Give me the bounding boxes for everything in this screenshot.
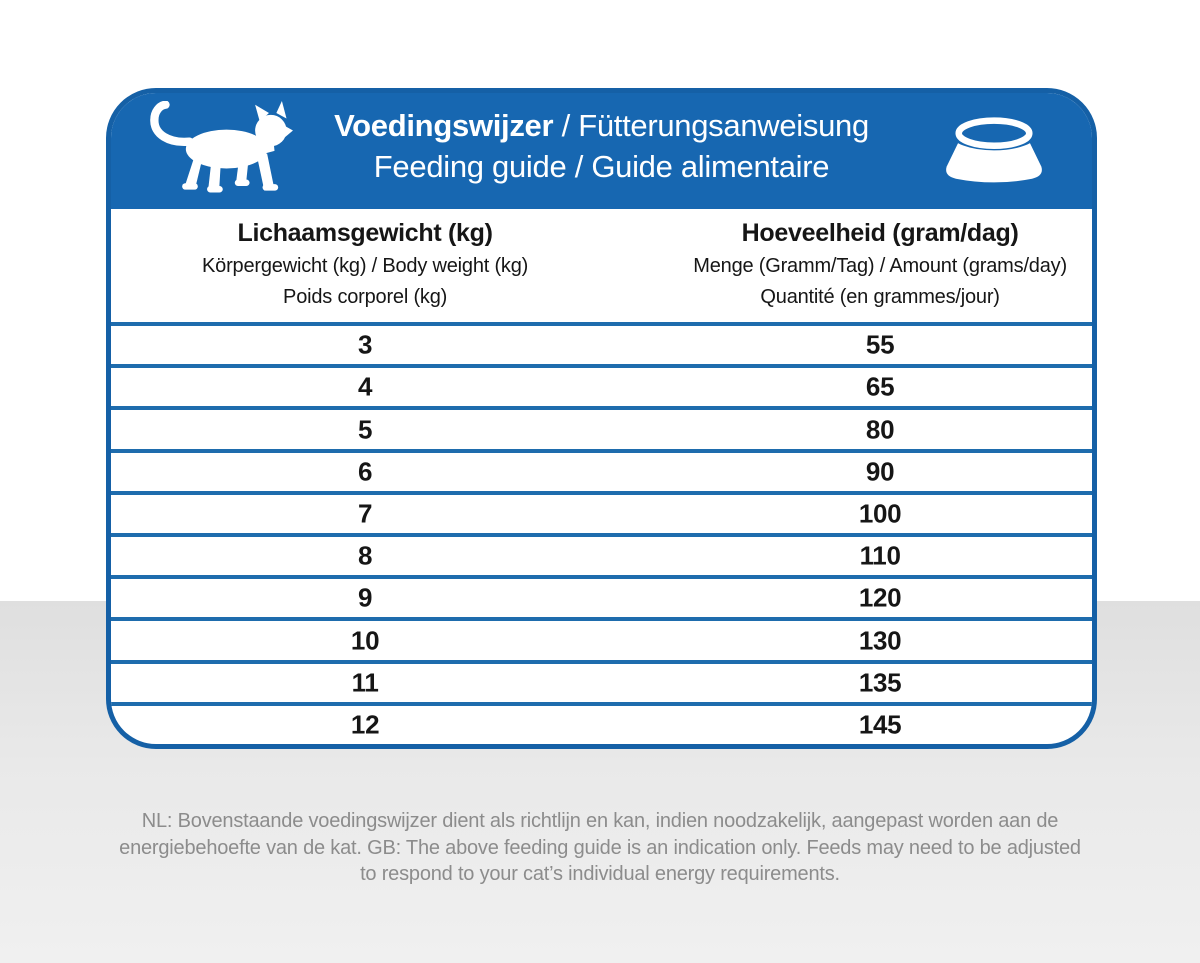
header-title-rest: / Fütterungsanweisung <box>553 108 869 143</box>
weight-column-sub1: Körpergewicht (kg) / Body weight (kg) <box>202 255 529 277</box>
table-row <box>111 364 1092 406</box>
weight-value: 4 <box>357 371 373 402</box>
amount-value: 65 <box>865 371 895 402</box>
weight-column-sub2: Poids corporel (kg) <box>283 286 448 308</box>
table-row <box>111 575 1092 617</box>
table-row <box>111 533 1092 575</box>
feeding-table <box>111 322 1092 744</box>
weight-value: 7 <box>357 498 373 529</box>
weight-value: 5 <box>357 414 373 444</box>
amount-value: 135 <box>858 667 902 698</box>
header-band <box>111 93 1092 209</box>
weight-value: 12 <box>350 709 380 740</box>
weight-value: 9 <box>357 582 373 613</box>
column-headers <box>111 209 1092 322</box>
amount-value: 55 <box>865 329 895 360</box>
amount-value: 110 <box>859 540 901 571</box>
amount-value: 90 <box>865 456 895 487</box>
table-row <box>111 406 1092 448</box>
weight-value: 10 <box>350 625 380 656</box>
amount-column-title: Hoeveelheid (gram/dag) <box>741 219 1019 247</box>
amount-value: 145 <box>858 709 902 740</box>
table-row <box>111 491 1092 533</box>
weight-column-title: Lichaamsgewicht (kg) <box>237 219 493 247</box>
header-title-bold: Voedingswijzer <box>334 108 554 143</box>
amount-value: 130 <box>858 625 902 656</box>
header-title-line2: Feeding guide / Guide alimentaire <box>373 149 830 184</box>
amount-value: 100 <box>858 498 902 529</box>
amount-column-header <box>693 209 1067 313</box>
table-row <box>111 660 1092 702</box>
disclaimer-line2: energiebehoefte van de kat. GB: The above feeding guide is an indication only. Feeds may need to be adjusted <box>119 836 1081 859</box>
disclaimer-note <box>0 808 1200 888</box>
amount-column-sub2: Quantité (en grammes/jour) <box>760 286 1000 308</box>
table-row <box>111 449 1092 491</box>
table-row <box>111 702 1092 744</box>
weight-value: 8 <box>357 540 373 571</box>
weight-value: 3 <box>357 329 373 360</box>
amount-value: 120 <box>858 582 902 613</box>
amount-value: 80 <box>865 414 895 444</box>
disclaimer-line3: to respond to your cat’s individual energy requirements. <box>360 863 840 885</box>
bowl-icon <box>936 110 1052 188</box>
amount-column-sub1: Menge (Gramm/Tag) / Amount (grams/day) <box>693 255 1067 277</box>
feeding-guide-card <box>106 88 1097 749</box>
table-row <box>111 322 1092 364</box>
weight-value: 6 <box>357 456 373 487</box>
table-row <box>111 617 1092 659</box>
weight-column-header <box>202 209 528 313</box>
disclaimer-line1: NL: Bovenstaande voedingswijzer dient als richtlijn en kan, indien noodzakelijk, aangepast worden aan de <box>141 810 1059 832</box>
weight-value: 11 <box>351 667 379 698</box>
